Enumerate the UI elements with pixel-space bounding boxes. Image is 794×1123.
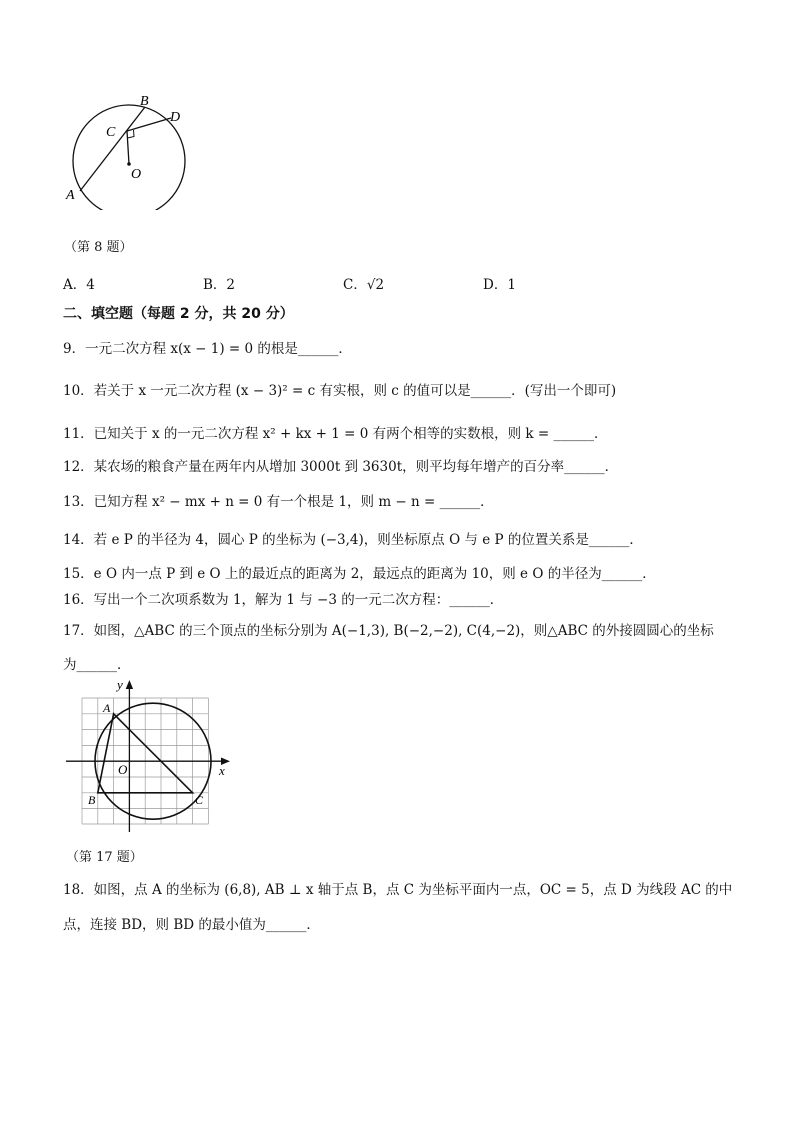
label-b: B [140, 94, 149, 109]
label-o: O [131, 167, 142, 182]
point-o [127, 162, 131, 166]
label-d: D [170, 110, 181, 125]
option-c [343, 273, 384, 293]
option-a [63, 273, 95, 293]
option-d [483, 273, 516, 293]
question-12: 12．某农场的粮食产量在两年内从增加 3000t 到 3630t，则平均每年增产的百分率______． [63, 459, 619, 475]
question-18-line-2: 点，连接 BD，则 BD 的最小值为______． [63, 917, 320, 933]
figure-17-caption: （第 17 题） [66, 850, 143, 865]
option-c-value: √2 [366, 277, 385, 293]
question-9: 9．一元二次方程 x(x − 1) = 0 的根是______． [63, 341, 352, 357]
option-b-value: 2 [226, 277, 236, 293]
question-18-line-1: 18．如图，点 A 的坐标为 (6,8), AB ⊥ x 轴于点 B，点 C 为坐标平面内一点，OC = 5，点 D 为线段 AC 的中 [63, 882, 733, 898]
question-14: 14．若 e P 的半径为 4，圆心 P 的坐标为 (−3,4)，则坐标原点 O 与 e P 的位置关系是______． [63, 532, 643, 548]
label-o: O [118, 762, 128, 777]
label-c: C [195, 793, 204, 807]
question-10: 10．若关于 x 一元二次方程 (x − 3)² = c 有实根，则 c 的值可以是______．(写出一个即可) [63, 383, 617, 399]
option-d-value: 1 [507, 277, 516, 293]
figure-8-caption: （第 8 题） [64, 240, 133, 255]
option-b-letter: B． [203, 277, 227, 293]
label-c: C [106, 125, 116, 140]
question-13: 13．已知方程 x² − mx + n = 0 有一个根是 1，则 m − n = ______． [63, 494, 494, 510]
label-y: y [117, 677, 123, 692]
question-17-line-1: 17．如图，△ABC 的三个顶点的坐标分别为 A(−1,3), B(−2,−2), C(4,−2)，则△ABC 的外接圆圆心的坐标 [63, 623, 714, 639]
question-11: 11．已知关于 x 的一元二次方程 x² + kx + 1 = 0 有两个相等的实数根，则 k = ______． [63, 426, 608, 442]
option-d-letter: D． [483, 277, 508, 293]
y-axis-arrow [126, 680, 133, 689]
question-17-line-2: 为______． [63, 657, 131, 673]
option-a-letter: A． [63, 277, 87, 293]
option-c-letter: C． [343, 277, 367, 293]
label-b: B [88, 793, 96, 807]
figure-8-circle-diagram [60, 90, 200, 210]
question-16: 16．写出一个二次项系数为 1，解为 1 与 −3 的一元二次方程：______． [63, 592, 504, 608]
option-a-value: 4 [86, 277, 95, 293]
segment-oc [127, 131, 129, 164]
segment-cd [127, 118, 171, 131]
question-15: 15．e O 内一点 P 到 e O 上的最近点的距离为 2，最远点的距离为 10，则 e O 的半径为______． [63, 566, 656, 582]
label-a: A [103, 701, 111, 715]
option-b [203, 273, 235, 293]
section-2-heading: 二、填空题（每题 2 分，共 20 分） [63, 306, 294, 322]
label-x: x [219, 763, 225, 778]
figure-17-coordinate-diagram [64, 676, 234, 834]
label-a: A [66, 188, 75, 203]
